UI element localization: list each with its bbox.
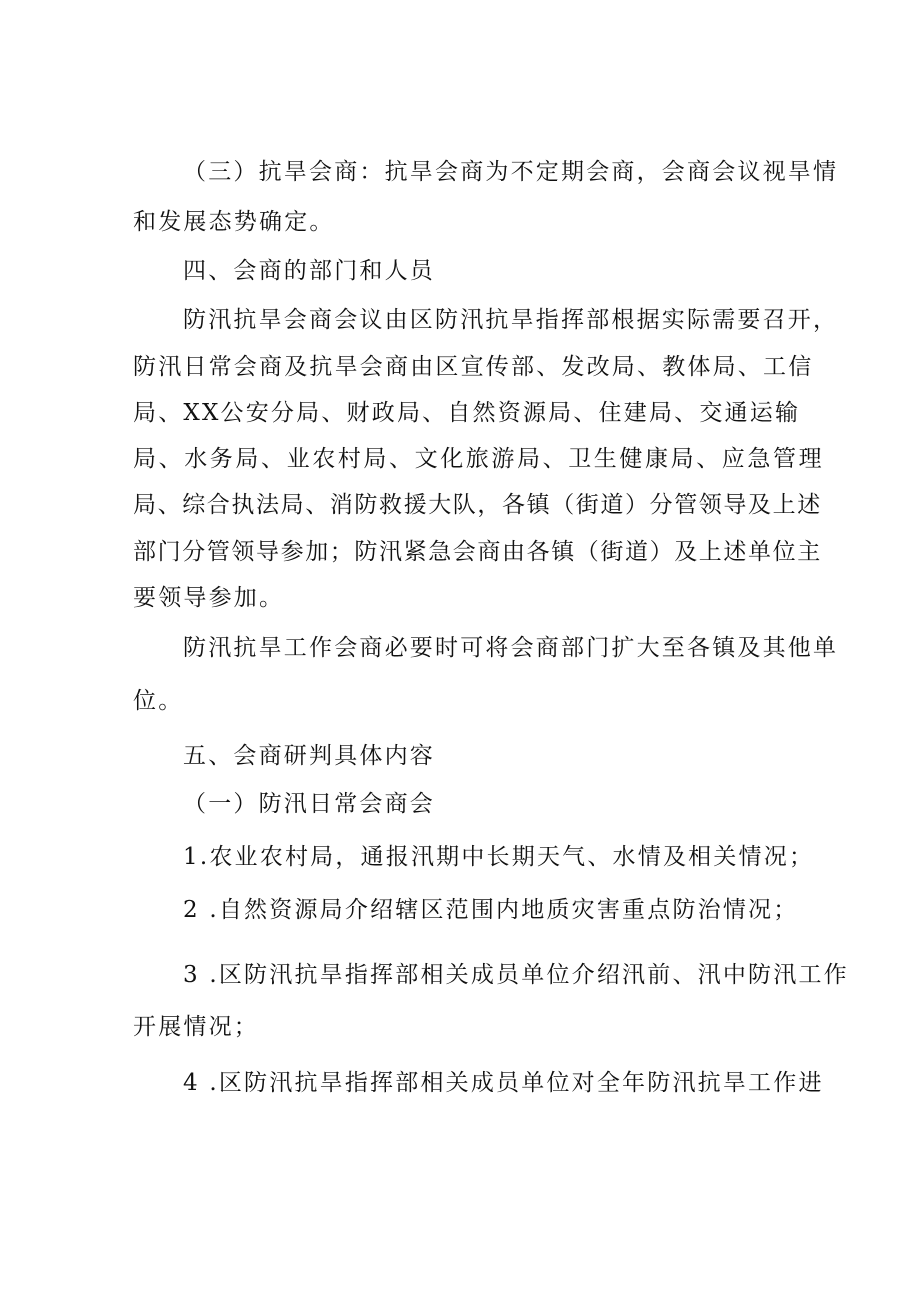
text-line: 局、水务局、业农村局、文化旅游局、卫生健康局、应急管理 [133,446,825,472]
text-line: 部门分管领导参加；防汛紧急会商由各镇（街道）及上述单位主 [133,539,822,565]
text-line: 位。 [133,688,184,714]
text-line: 和发展态势确定。 [133,209,335,235]
section-heading: 四、会商的部门和人员 [183,258,435,284]
subsection-heading: （一）防汛日常会商会 [183,791,435,817]
text-line: 开展情况； [133,1014,259,1040]
list-item: 1.农业农村局，通报汛期中长期天气、水情及相关情况； [183,844,815,870]
text-line: 防汛抗旱会商会议由区防汛抗旱指挥部根据实际需要召开， [183,307,839,333]
text-line: 防汛抗旱工作会商必要时可将会商部门扩大至各镇及其他单 [183,635,839,661]
list-item: 3 .区防汛抗旱指挥部相关成员单位介绍汛前、汛中防汛工作 [183,962,849,988]
section-heading: 五、会商研判具体内容 [183,743,435,769]
text-line: 要领导参加。 [133,585,285,611]
text-line: 局、综合执法局、消防救援大队，各镇（街道）分管领导及上述 [133,492,822,518]
text-line: 防汛日常会商及抗旱会商由区宣传部、发改局、教体局、工信 [133,354,814,380]
list-item: 2 .自然资源局介绍辖区范围内地质灾害重点防治情况； [183,897,799,923]
list-item: 4 .区防汛抗旱指挥部相关成员单位对全年防汛抗旱工作进 [183,1070,824,1096]
text-line: 局、XX公安分局、财政局、自然资源局、住建局、交通运输 [133,400,801,426]
text-line: （三）抗旱会商：抗旱会商为不定期会商，会商会议视旱情 [183,159,839,185]
